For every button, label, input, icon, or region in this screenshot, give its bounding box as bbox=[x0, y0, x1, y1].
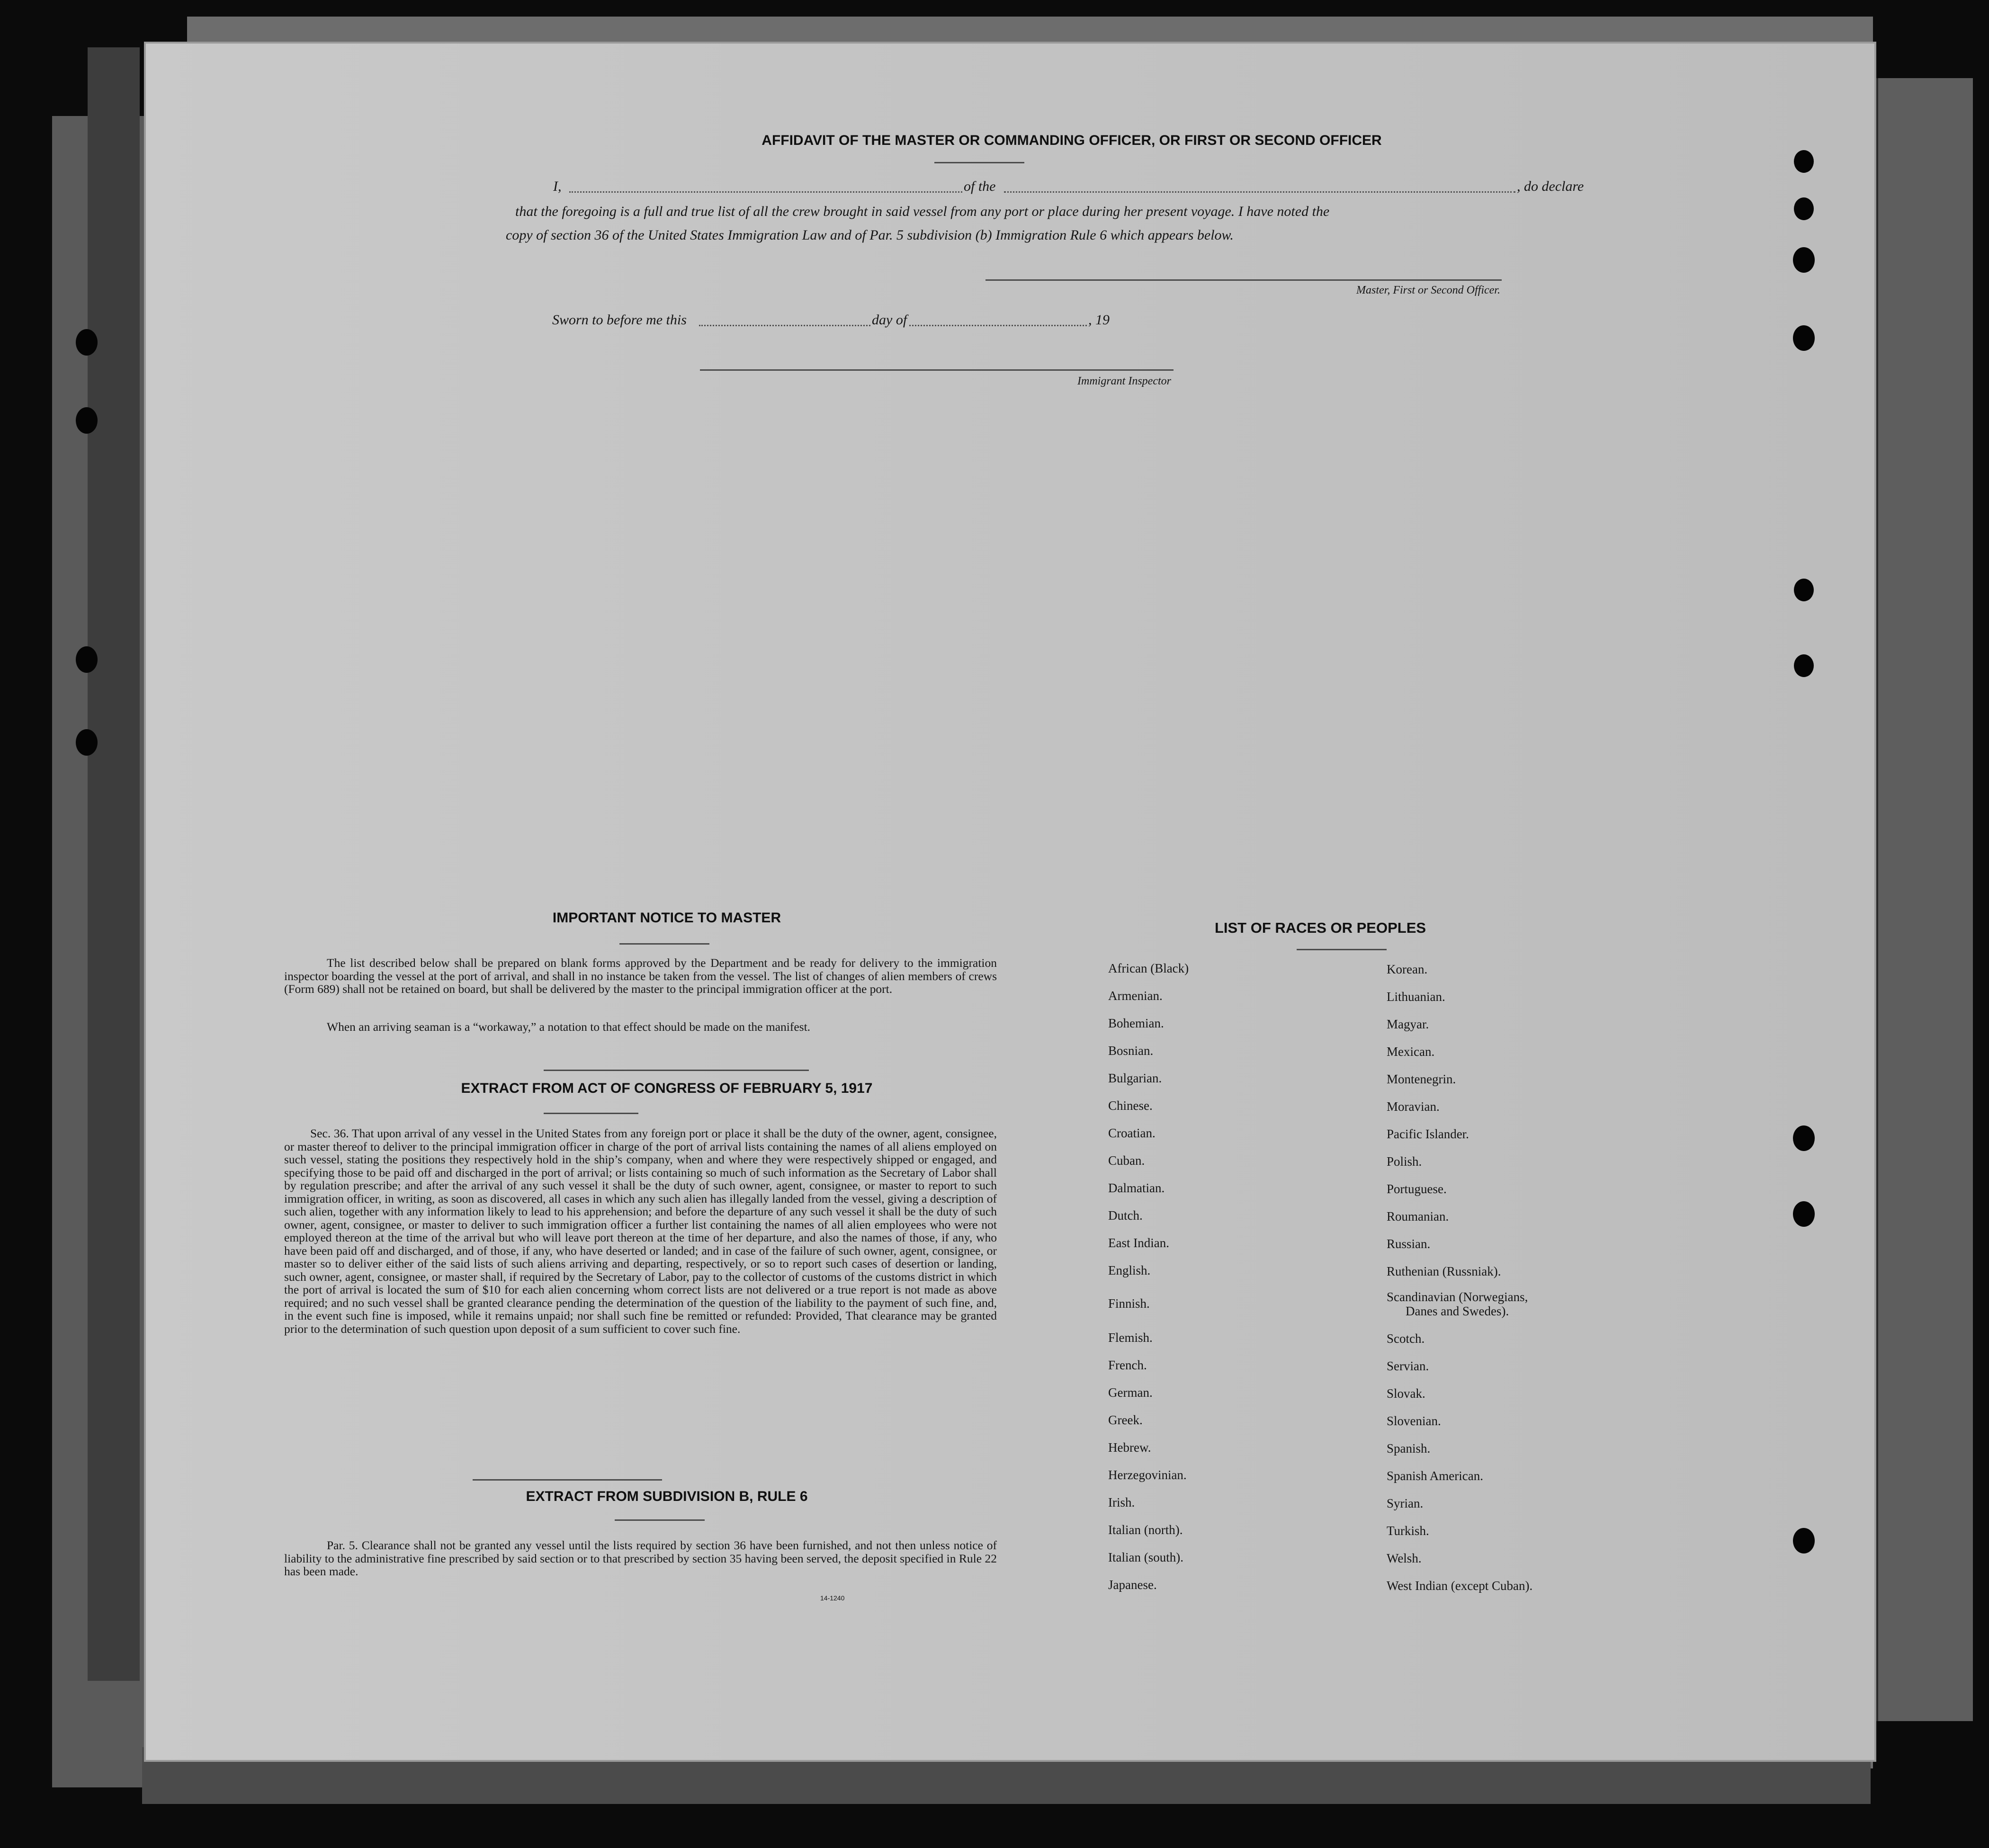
race-item: Welsh. bbox=[1387, 1551, 1422, 1565]
notice-title: IMPORTANT NOTICE TO MASTER bbox=[552, 910, 781, 926]
race-item: Irish. bbox=[1108, 1495, 1135, 1509]
affidavit-declaration-line: copy of section 36 of the United States Immigration Law and of Par. 5 subdivision (b) Immigration Rule 6 which appears below. bbox=[506, 227, 1234, 243]
race-item: Armenian. bbox=[1108, 989, 1163, 1003]
day-of-label: day of bbox=[872, 312, 907, 328]
race-item: Danes and Swedes). bbox=[1406, 1304, 1509, 1318]
divider bbox=[544, 1070, 809, 1071]
race-item: Dutch. bbox=[1108, 1208, 1143, 1223]
race-item: Polish. bbox=[1387, 1154, 1422, 1169]
race-item: Cuban. bbox=[1108, 1153, 1145, 1168]
punch-hole bbox=[1793, 1125, 1815, 1151]
punch-hole bbox=[1794, 150, 1814, 173]
race-item: Slovenian. bbox=[1387, 1414, 1441, 1428]
race-item: Syrian. bbox=[1387, 1496, 1424, 1510]
affidavit-title: AFFIDAVIT OF THE MASTER OR COMMANDING OFFICER, OR FIRST OR SECOND OFFICER bbox=[762, 133, 1382, 148]
sworn-day-field[interactable] bbox=[699, 325, 870, 326]
sworn-month-field[interactable] bbox=[909, 325, 1087, 326]
race-item: Italian (north). bbox=[1108, 1523, 1183, 1537]
race-item: German. bbox=[1108, 1385, 1153, 1400]
divider bbox=[544, 1113, 638, 1114]
race-item: French. bbox=[1108, 1358, 1147, 1372]
race-item: Croatian. bbox=[1108, 1126, 1156, 1140]
affidavit-do-declare: , do declare bbox=[1517, 179, 1584, 194]
races-title: LIST OF RACES OR PEOPLES bbox=[1214, 920, 1426, 936]
rule-extract-title: EXTRACT FROM SUBDIVISION B, RULE 6 bbox=[526, 1489, 808, 1504]
race-item: Italian (south). bbox=[1108, 1550, 1183, 1564]
master-name-field[interactable] bbox=[569, 191, 962, 193]
race-item: West Indian (except Cuban). bbox=[1387, 1579, 1533, 1593]
punch-hole bbox=[1794, 579, 1814, 601]
race-item: African (Black) bbox=[1108, 961, 1189, 975]
punch-hole bbox=[76, 729, 98, 756]
race-item: Magyar. bbox=[1387, 1017, 1429, 1031]
punch-hole bbox=[1794, 654, 1814, 677]
affidavit-i: I, bbox=[553, 179, 562, 194]
race-item: Dalmatian. bbox=[1108, 1181, 1165, 1195]
divider bbox=[615, 1519, 705, 1521]
race-item: Finnish. bbox=[1108, 1296, 1150, 1311]
race-item: English. bbox=[1108, 1263, 1151, 1277]
race-item: Moravian. bbox=[1387, 1099, 1440, 1114]
signature-caption: Master, First or Second Officer. bbox=[1356, 284, 1500, 296]
form-number: 14-1240 bbox=[820, 1594, 845, 1602]
divider bbox=[934, 162, 1024, 163]
race-item: Slovak. bbox=[1387, 1386, 1425, 1401]
document-page bbox=[146, 44, 1874, 1760]
race-item: Greek. bbox=[1108, 1413, 1143, 1427]
divider bbox=[1297, 949, 1387, 950]
race-item: Hebrew. bbox=[1108, 1440, 1151, 1455]
year-label: , 19 bbox=[1088, 312, 1110, 328]
inspector-signature-line[interactable] bbox=[700, 369, 1174, 371]
sworn-label: Sworn to before me this bbox=[552, 312, 687, 328]
race-item: Montenegrin. bbox=[1387, 1072, 1456, 1086]
punch-hole bbox=[1793, 1201, 1815, 1227]
race-item: Ruthenian (Russniak). bbox=[1387, 1264, 1501, 1278]
race-item: Chinese. bbox=[1108, 1098, 1153, 1113]
race-item: Bulgarian. bbox=[1108, 1071, 1162, 1085]
race-item: Bohemian. bbox=[1108, 1016, 1164, 1030]
race-item: Pacific Islander. bbox=[1387, 1127, 1469, 1141]
punch-hole bbox=[76, 407, 98, 434]
race-item: Herzegovinian. bbox=[1108, 1468, 1187, 1482]
race-item: Lithuanian. bbox=[1387, 990, 1445, 1004]
binding-strip bbox=[88, 47, 140, 1681]
punch-hole bbox=[1793, 1528, 1815, 1553]
race-item: Spanish. bbox=[1387, 1441, 1431, 1455]
notice-paragraph: The list described below shall be prepared on blank forms approved by the Department and be ready for delivery to the immigration inspector boarding the vessel at the port of arrival, and shall in no instance be taken from the vessel. The list of changes of alien members of crews (Form 689) shall not be retained on board, but shall be delivered by the master to the principal immigration officer at the port. bbox=[284, 956, 997, 996]
race-item: Turkish. bbox=[1387, 1524, 1429, 1538]
race-item: Mexican. bbox=[1387, 1045, 1435, 1059]
race-item: Scandinavian (Norwegians, bbox=[1387, 1290, 1528, 1304]
act-extract-text: Sec. 36. That upon arrival of any vessel in the United States from any foreign port or place it shall be the duty of the owner, agent, consignee, or master thereof to deliver to the principal immigration officer in charge of the port of arrival lists containing the names of all aliens employed on such vessel, stating the positions they respectively hold in the ship’s company, when and where they were respectively shipped or engaged, and specifying those to be paid off and discharged in the port of arrival; or lists containing so much of such information as the Secretary of Labor shall by regulation prescribe; and after the arrival of any such vessel it shall be the duty of such owner, agent, consignee, or master to report to such immigration officer, in writing, as soon as discovered, all cases in which any such alien has illegally landed from the vessel, giving a description of such alien, together with any information likely to lead to his apprehension; and before the departure of any such vessel it shall be the duty of such owner, agent, consignee, or master to deliver to such immigration officer a further list containing the names of all alien employees who were not employed thereon at the time of the arrival but who will leave port thereon at the time of her departure, and also the names of those, if any, who have been paid off and discharged, and of those, if any, who have deserted or landed; and in case of the failure of such owner, agent, consignee, or master so to deliver either of the said lists of such aliens arriving and departing, respectively, or so to report such cases of desertion or landing, such owner, agent, consignee, or master shall, if required by the Secretary of Labor, pay to the collector of customs of the customs district in which the port of arrival is located the sum of $10 for each alien concerning whom correct lists are not delivered or a true report is not made as above required; and no such vessel shall be granted clearance pending the determination of the question of the liability to the payment of such fine, and, in the event such fine is imposed, while it remains unpaid; nor shall such fine be remitted or refunded: Provided, That clearance may be granted prior to the determination of such question upon deposit of a sum sufficient to cover such fine. bbox=[284, 1126, 997, 1336]
race-item: Spanish American. bbox=[1387, 1469, 1483, 1483]
race-item: Japanese. bbox=[1108, 1578, 1157, 1592]
divider bbox=[473, 1479, 662, 1481]
race-item: Portuguese. bbox=[1387, 1182, 1447, 1196]
race-item: Roumanian. bbox=[1387, 1209, 1449, 1223]
race-item: Bosnian. bbox=[1108, 1044, 1154, 1058]
divider bbox=[619, 943, 709, 945]
act-extract-title: EXTRACT FROM ACT OF CONGRESS OF FEBRUARY 5, 1917 bbox=[461, 1080, 873, 1096]
race-item: Servian. bbox=[1387, 1359, 1429, 1373]
race-item: East Indian. bbox=[1108, 1236, 1169, 1250]
punch-hole bbox=[1793, 325, 1815, 351]
race-item: Flemish. bbox=[1108, 1330, 1153, 1345]
punch-hole bbox=[76, 646, 98, 673]
signature-line[interactable] bbox=[986, 279, 1502, 281]
race-item: Scotch. bbox=[1387, 1331, 1425, 1346]
race-item: Korean. bbox=[1387, 962, 1428, 976]
affidavit-declaration-line: that the foregoing is a full and true list of all the crew brought in said vessel from any port or place during her present voyage. I have noted the bbox=[515, 204, 1330, 219]
underlying-sheet-right-edge bbox=[1875, 78, 1973, 1721]
inspector-caption: Immigrant Inspector bbox=[1077, 375, 1171, 387]
rule-extract-text: Par. 5. Clearance shall not be granted any vessel until the lists required by section 36 have been furnished, and not then unless notice of liability to the administrative fine prescribed by said section or to that prescribed by section 35 having been served, the deposit specified in Rule 22 has been made. bbox=[284, 1538, 997, 1578]
vessel-name-field[interactable] bbox=[1004, 191, 1515, 193]
punch-hole bbox=[1793, 247, 1815, 273]
punch-hole bbox=[76, 329, 98, 356]
race-item: Russian. bbox=[1387, 1237, 1431, 1251]
notice-paragraph: When an arriving seaman is a “workaway,” a notation to that effect should be made on the manifest. bbox=[327, 1020, 811, 1034]
punch-hole bbox=[1794, 197, 1814, 220]
affidavit-of-the: of the bbox=[964, 179, 996, 194]
